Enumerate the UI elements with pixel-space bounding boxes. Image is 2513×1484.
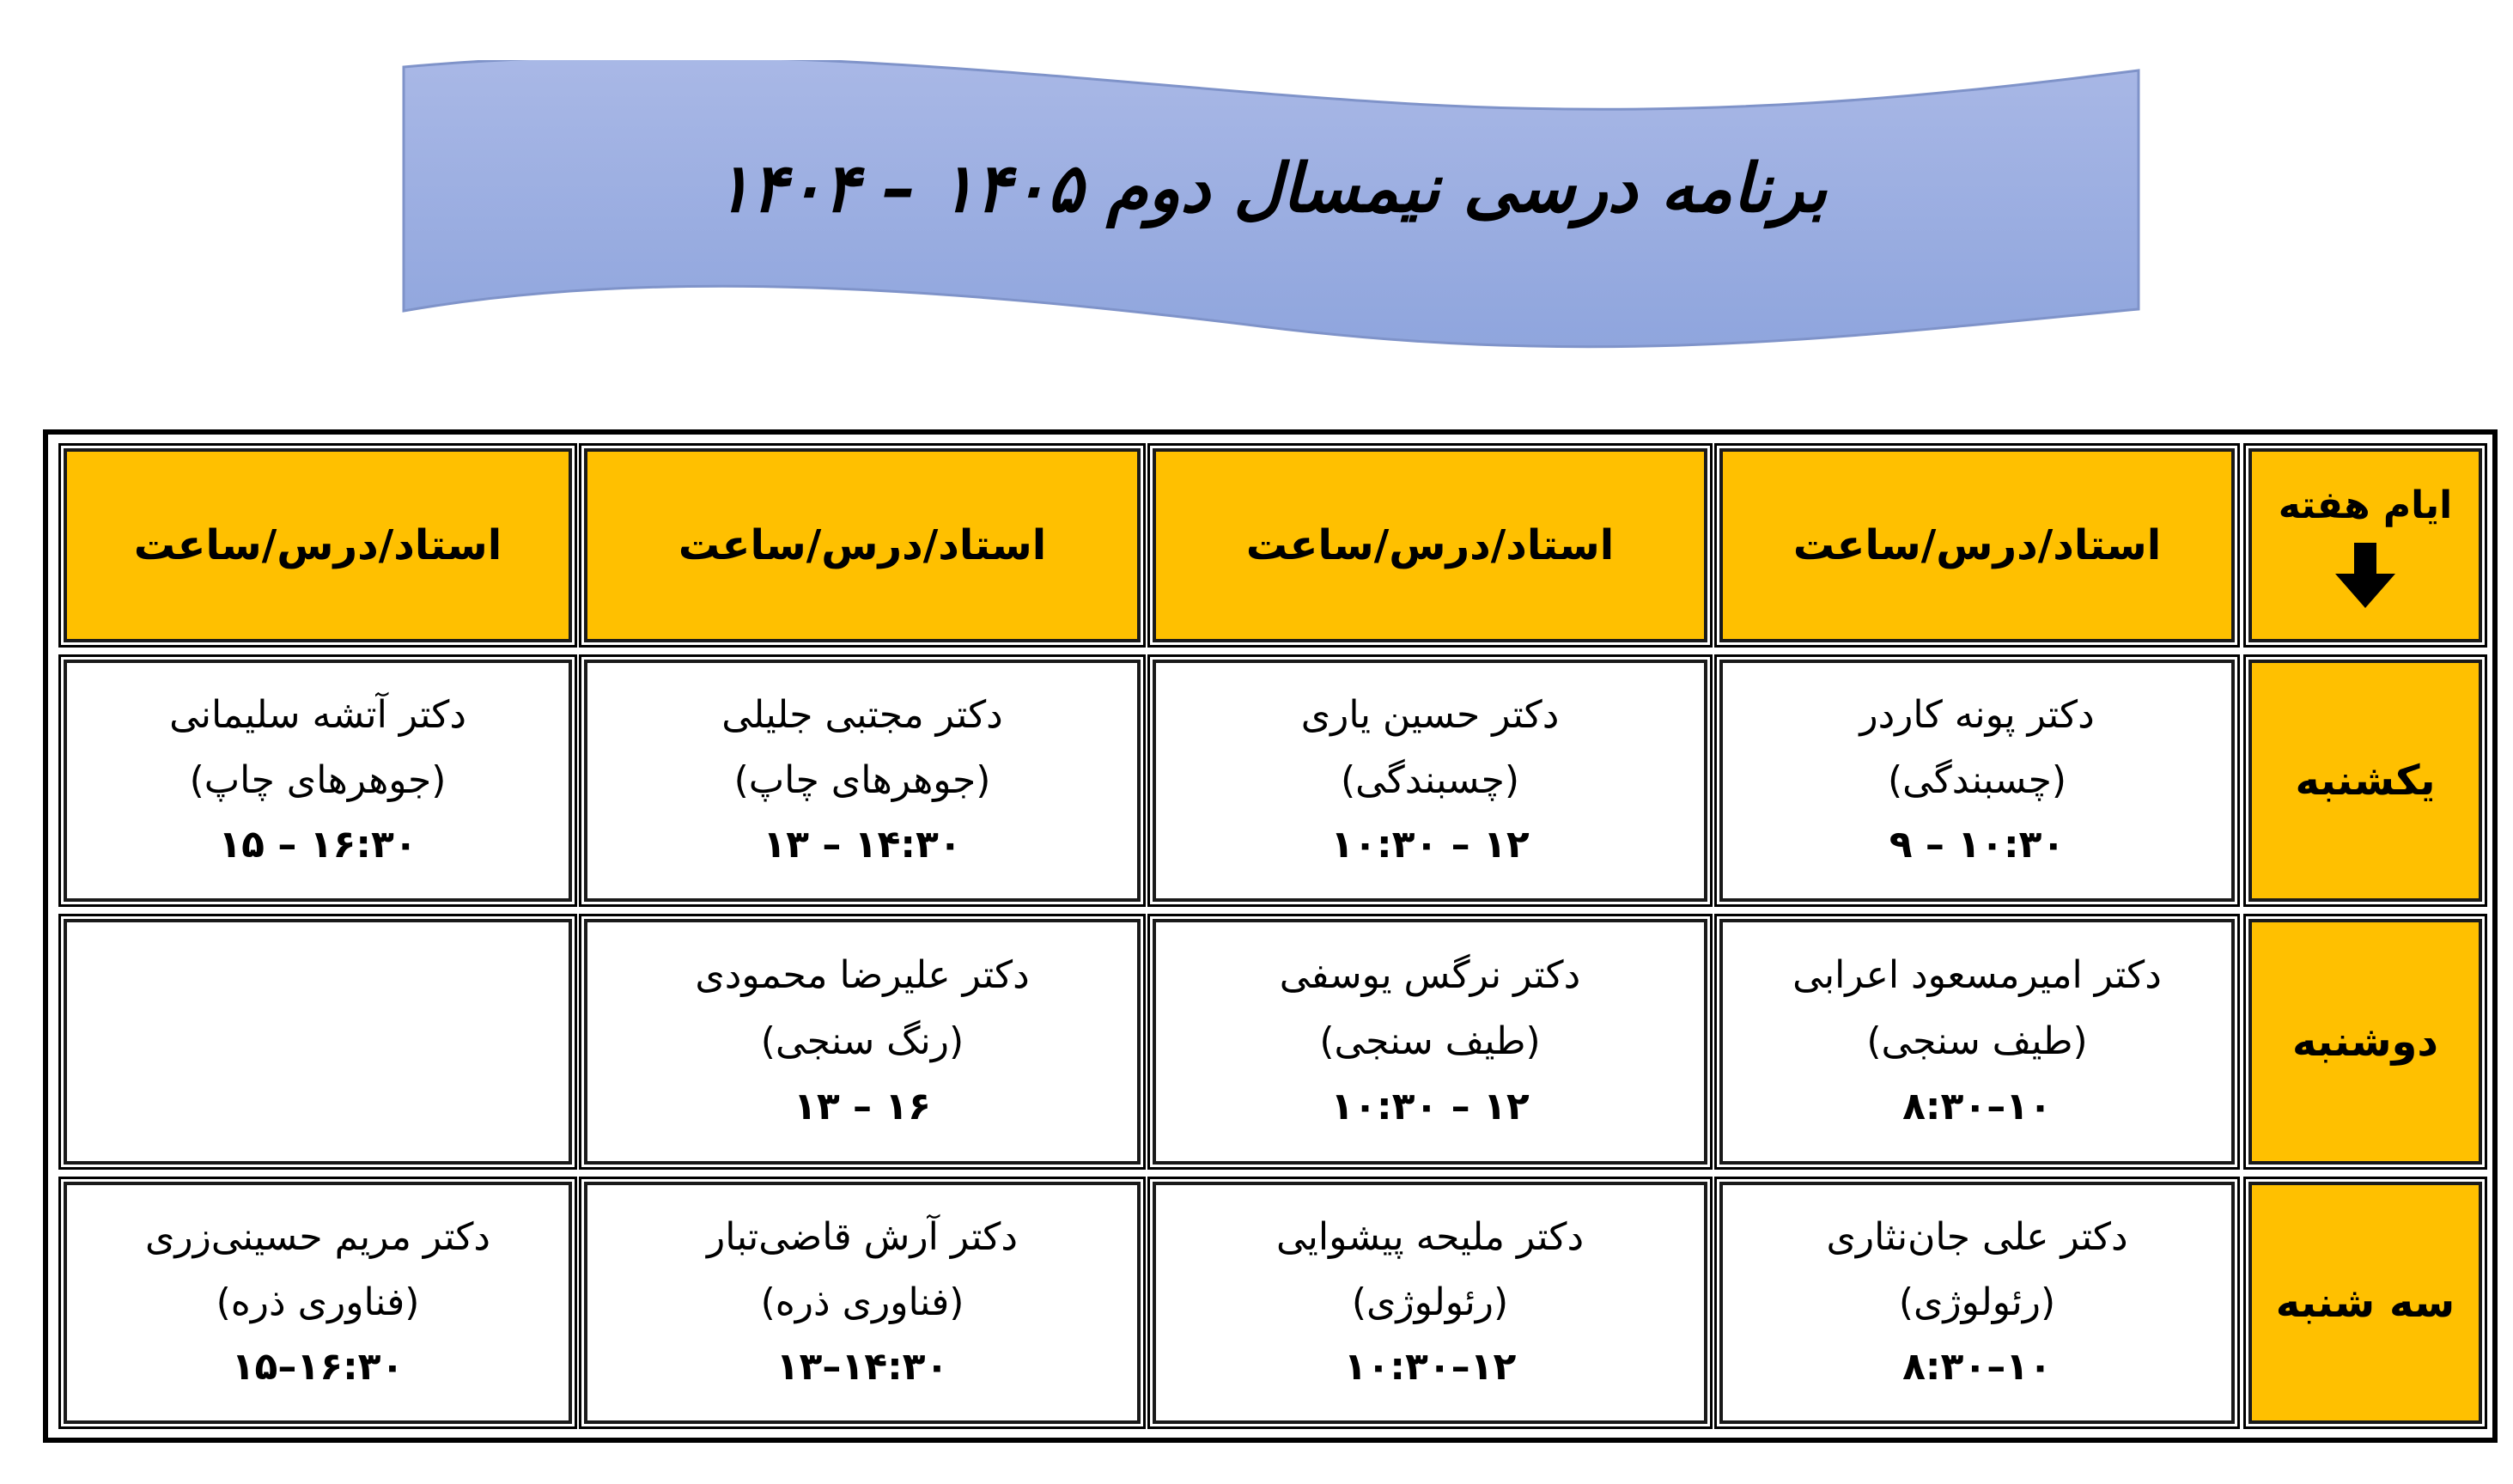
- column-header-2: [1153, 448, 1707, 642]
- teacher-name: دکتر آرش قاضی‌تبار: [707, 1215, 1018, 1260]
- column-header-label: استاد/درس/ساعت: [1792, 521, 2162, 569]
- course-name: (طیف سنجی): [1319, 1019, 1541, 1063]
- teacher-name: دکتر ملیحه پیشوایی: [1275, 1215, 1585, 1260]
- down-arrow-icon: [2335, 543, 2395, 608]
- class-time: ۱۰:۳۰–۱۲: [1343, 1345, 1517, 1390]
- schedule-entry: [64, 1182, 572, 1424]
- schedule-entry: [1719, 919, 2235, 1165]
- days-header-cell: [2248, 448, 2482, 642]
- teacher-name: دکتر نرگس یوسفی: [1279, 953, 1581, 998]
- teacher-name: دکتر علیرضا محمودی: [695, 953, 1030, 998]
- schedule-entry: [1153, 1182, 1707, 1424]
- course-name: (چسبندگی): [1887, 757, 2067, 802]
- course-name: (جوهرهای چاپ): [189, 757, 447, 802]
- course-name: (جوهرهای چاپ): [733, 757, 991, 802]
- title-banner: [402, 60, 2140, 361]
- schedule-entry: [1153, 660, 1707, 902]
- schedule-entry: [1719, 1182, 2235, 1424]
- course-name: (فناوری ذره): [216, 1280, 420, 1324]
- course-name: (رئولوژی): [1351, 1280, 1509, 1324]
- column-header-label: استاد/درس/ساعت: [678, 521, 1047, 569]
- course-name: (رئولوژی): [1898, 1280, 2056, 1324]
- schedule-table: [43, 429, 2498, 1443]
- class-time: ۱۰:۳۰ – ۱۲: [1330, 823, 1530, 867]
- course-name: (رنگ سنجی): [760, 1019, 964, 1063]
- class-time: ۹ – ۱۰:۳۰: [1889, 823, 2066, 867]
- column-header-3: [584, 448, 1141, 642]
- schedule-entry: [584, 919, 1141, 1165]
- teacher-name: دکتر مریم حسینی‌زری: [144, 1215, 491, 1260]
- day-cell-tuesday: [2248, 1182, 2482, 1424]
- teacher-name: دکتر حسین یاری: [1300, 693, 1560, 738]
- schedule-entry: [584, 1182, 1141, 1424]
- class-time: ۸:۳۰–۱۰: [1902, 1345, 2052, 1390]
- schedule-entry: [1153, 919, 1707, 1165]
- day-label: دوشنبه: [2292, 1018, 2438, 1066]
- column-header-label: استاد/درس/ساعت: [1245, 521, 1615, 569]
- schedule-entry: [584, 660, 1141, 902]
- teacher-name: دکتر علی جان‌نثاری: [1826, 1215, 2128, 1260]
- class-time: ۱۵ – ۱۶:۳۰: [218, 823, 417, 867]
- teacher-name: دکتر مجتبی جلیلی: [721, 693, 1003, 738]
- schedule-entry: [1719, 660, 2235, 902]
- course-name: (طیف سنجی): [1866, 1019, 2088, 1063]
- teacher-name: دکتر آتشه سلیمانی: [169, 693, 466, 738]
- class-time: ۱۳–۱۴:۳۰: [776, 1345, 949, 1390]
- day-label: یکشنبه: [2295, 757, 2436, 805]
- course-name: (فناوری ذره): [760, 1280, 964, 1324]
- course-name: (چسبندگی): [1340, 757, 1520, 802]
- day-cell-sunday: [2248, 660, 2482, 902]
- column-header-4: [64, 448, 572, 642]
- class-time: ۱۳ – ۱۴:۳۰: [763, 823, 962, 867]
- column-header-label: استاد/درس/ساعت: [133, 521, 502, 569]
- schedule-entry: [64, 660, 572, 902]
- class-time: ۱۰:۳۰ – ۱۲: [1330, 1085, 1530, 1129]
- teacher-name: دکتر امیرمسعود اعرابی: [1792, 953, 2162, 998]
- class-time: ۸:۳۰–۱۰: [1902, 1085, 2052, 1129]
- class-time: ۱۵–۱۶:۳۰: [231, 1345, 405, 1390]
- days-header-label: ایام هفته: [2278, 483, 2453, 527]
- page-title: برنامه درسی نیمسال دوم ۱۴۰۵ – ۱۴۰۴: [715, 150, 1828, 228]
- schedule-entry-empty: [64, 919, 572, 1165]
- teacher-name: دکتر پونه کاردر: [1859, 693, 2095, 738]
- day-cell-monday: [2248, 919, 2482, 1165]
- class-time: ۱۳ – ۱۶: [793, 1085, 932, 1129]
- column-header-1: [1719, 448, 2235, 642]
- day-label: سه شنبه: [2275, 1279, 2455, 1327]
